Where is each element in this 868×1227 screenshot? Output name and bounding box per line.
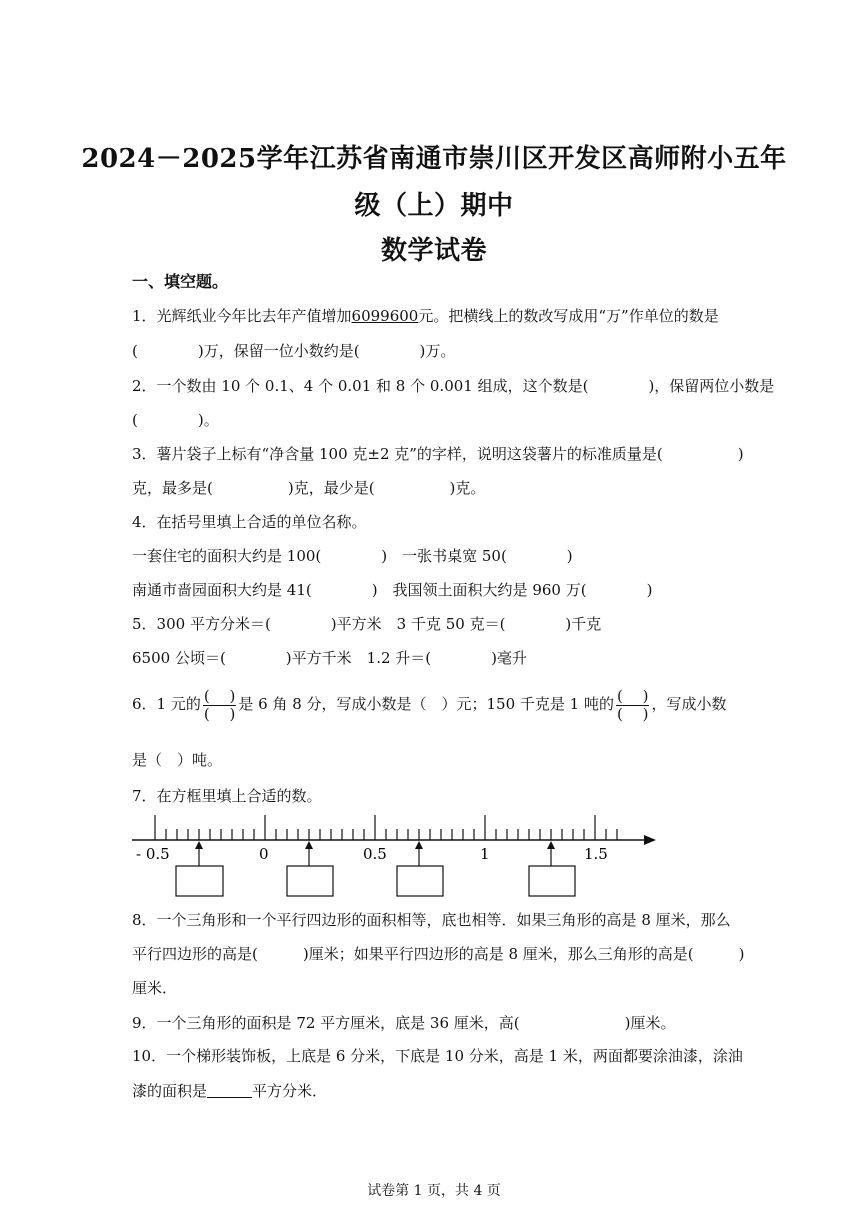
arrow-box-1 [176,841,223,896]
question-1-text-b: 元。把横线上的数改写成用“万”作单位的数是 [418,307,719,325]
section-heading-fill-blank: 一、填空题。 [132,272,229,291]
question-10-text-b: 平方分米． [252,1082,328,1100]
question-1-underlined-number: 6099600 [351,307,419,325]
question-5-line1: 5．300 平方分米＝( )平方米 3 千克 50 克＝( )千克 [132,615,602,633]
question-2-line2: ( )。 [132,411,219,429]
question-8-line3: 厘米． [132,979,178,997]
question-10-answer-blank[interactable] [207,1082,252,1100]
question-1-text-a: 1．光辉纸业今年比去年产值增加 [132,307,352,325]
question-2-line1: 2．一个数由 10 个 0.1、4 个 0.01 和 8 个 0.001 组成，这个数是( )，保留两位小数是 [132,377,775,395]
number-line-ticks [155,815,617,840]
answer-box-3[interactable] [397,866,443,896]
fraction-blank-1 [203,688,236,723]
question-7-text: 7．在方框里填上合适的数。 [132,787,322,805]
exam-title-line2: 级（上）期中 [354,191,514,221]
question-6-text-a: 6．1 元的 [132,695,201,713]
question-5-line2: 6500 公顷＝( )平方千米 1.2 升＝( )毫升 [132,649,527,667]
question-1-line2: ( )万，保留一位小数约是( )万。 [132,342,456,360]
question-8-line2: 平行四边形的高是( )厘米；如果平行四边形的高是 8 厘米，那么三角形的高是( ) [132,945,745,963]
question-3-line2: 克，最多是( )克，最少是( )克。 [132,479,486,497]
tick-label-0: 0 [259,845,269,863]
tick-label-1-5: 1.5 [584,845,608,863]
exam-title-line1: 2024－2025学年江苏省南通市崇川区开发区高师附小五年 [81,144,787,174]
fraction-blank-2-denominator: ( ) [616,704,649,723]
question-6-text-c: ，写成小数 [651,695,727,713]
tick-label-0-5: 0.5 [363,845,387,863]
fraction-blank-2-numerator: ( ) [616,686,649,705]
question-6-line2: 是（ ）吨。 [132,751,223,769]
tick-label-neg-0-5: - 0.5 [136,845,170,863]
answer-box-4[interactable] [529,866,575,896]
answer-box-1[interactable] [176,866,223,896]
question-4-line3: 南通市啬园面积大约是 41( ) 我国领土面积大约是 960 万( ) [132,581,653,599]
question-6-line1 [132,684,726,724]
fraction-blank-1-denominator: ( ) [203,704,236,723]
question-4-line1: 4．在括号里填上合适的单位名称。 [132,513,367,531]
question-8-line1: 8．一个三角形和一个平行四边形的面积相等，底也相等．如果三角形的高是 8 厘米，那么 [132,911,731,929]
question-10-line2 [132,1081,327,1101]
exam-subtitle: 数学试卷 [380,236,487,266]
answer-box-2[interactable] [287,866,333,896]
fraction-blank-2 [616,688,649,723]
arrow-box-4 [529,841,575,896]
arrow-box-3 [397,841,443,896]
number-line-arrowhead [644,835,656,845]
question-10-line1: 10．一个梯形装饰板，上底是 6 分米，下底是 10 分米，高是 1 米，两面都要涂油漆，涂油 [132,1047,743,1065]
question-1-line1 [132,306,719,326]
question-10-text-a: 漆的面积是 [132,1082,208,1100]
question-9-line: 9．一个三角形的面积是 72 平方厘米，底是 36 厘米，高( )厘米。 [132,1014,676,1032]
question-6-text-b: 是 6 角 8 分，写成小数是（ ）元；150 千克是 1 吨的 [238,695,614,713]
question-4-line2: 一套住宅的面积大约是 100( ) 一张书桌宽 50( ) [132,547,573,565]
page-footer: 试卷第 1 页，共 4 页 [367,1183,501,1199]
number-line-figure [120,810,665,902]
question-3-line1: 3．薯片袋子上标有“净含量 100 克±2 克”的字样，说明这袋薯片的标准质量是( ) [132,445,744,463]
tick-label-1: 1 [480,845,490,863]
fraction-blank-1-numerator: ( ) [203,686,236,705]
arrow-box-2 [287,841,333,896]
